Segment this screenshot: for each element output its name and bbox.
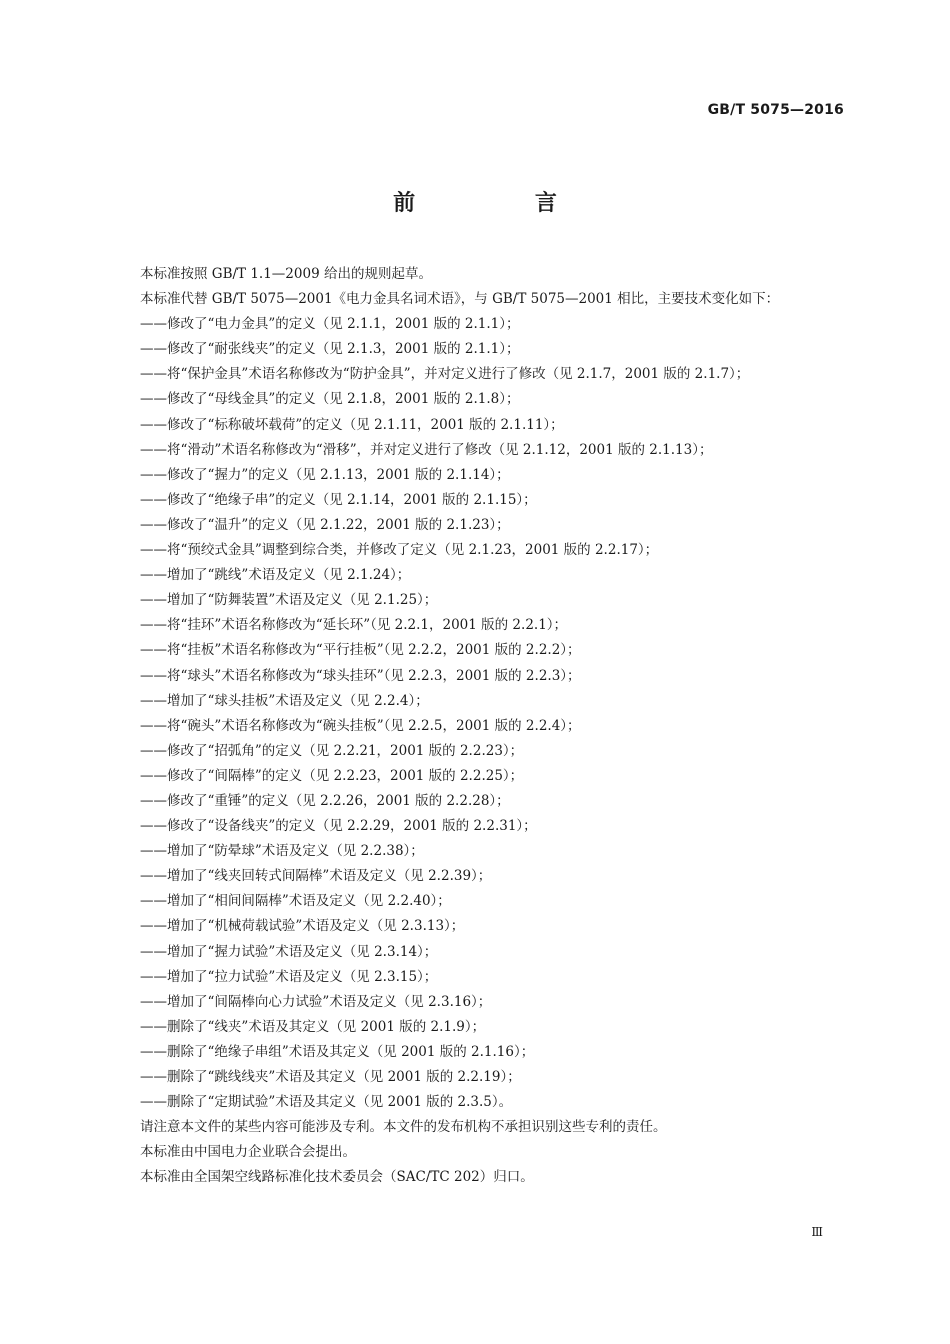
list-item: ——增加了“相间间隔棒”术语及定义（见 2.2.40）；	[140, 893, 451, 910]
list-item: ——将“碗头”术语名称修改为“碗头挂板”（见 2.2.5，2001 版的 2.2.4）；	[140, 717, 581, 734]
list-item: ——删除了“定期试验”术语及其定义（见 2001 版的 2.3.5）。	[140, 1094, 513, 1111]
list-item: ——修改了“耐张线夹”的定义（见 2.1.3，2001 版的 2.1.1）；	[140, 341, 520, 358]
list-item: ——修改了“电力金具”的定义（见 2.1.1，2001 版的 2.1.1）；	[140, 316, 520, 333]
list-item: ——增加了“拉力试验”术语及定义（见 2.3.15）；	[140, 968, 438, 985]
list-item: ——修改了“绝缘子串”的定义（见 2.1.14，2001 版的 2.1.15）；	[140, 491, 537, 508]
list-item: ——修改了“母线金具”的定义（见 2.1.8，2001 版的 2.1.8）；	[140, 391, 520, 408]
page-number: Ⅲ	[811, 1225, 823, 1239]
list-item: ——删除了“绝缘子串组”术语及其定义（见 2001 版的 2.1.16）；	[140, 1043, 535, 1060]
list-item: ——增加了“线夹回转式间隔棒”术语及定义（见 2.2.39）；	[140, 868, 492, 885]
closing-paragraph: 本标准由全国架空线路标准化技术委员会（SAC/TC 202）归口。	[140, 1169, 534, 1186]
list-item: ——将“预绞式金具”调整到综合类，并修改了定义（见 2.1.23，2001 版的 2.2.17）；	[140, 542, 659, 559]
list-item: ——增加了“防晕球”术语及定义（见 2.2.38）；	[140, 843, 424, 860]
list-item: ——修改了“温升”的定义（见 2.1.22，2001 版的 2.1.23）；	[140, 516, 510, 533]
list-item: ——修改了“标称破坏载荷”的定义（见 2.1.11，2001 版的 2.1.11）；	[140, 416, 564, 433]
list-item: ——修改了“间隔棒”的定义（见 2.2.23，2001 版的 2.2.25）；	[140, 767, 524, 784]
list-item: ——将“滑动”术语名称修改为“滑移”，并对定义进行了修改（见 2.1.12，2001 版的 2.1.13）；	[140, 441, 713, 458]
standard-code: GB/T 5075—2016	[707, 102, 844, 118]
list-item: ——删除了“跳线线夹”术语及其定义（见 2001 版的 2.2.19）；	[140, 1069, 521, 1085]
list-item: ——增加了“防舞装置”术语及定义（见 2.1.25）；	[140, 592, 438, 609]
list-item: ——修改了“重锤”的定义（见 2.2.26，2001 版的 2.2.28）；	[140, 792, 510, 809]
list-item: ——增加了“握力试验”术语及定义（见 2.3.14）；	[140, 943, 438, 960]
preface-body	[112, 262, 847, 1190]
change-list	[112, 312, 847, 1115]
list-item: ——增加了“跳线”术语及定义（见 2.1.24）；	[140, 567, 411, 584]
list-item: ——将“保护金具”术语名称修改为“防护金具”，并对定义进行了修改（见 2.1.7，2001 版的 2.1.7）；	[140, 366, 750, 383]
intro-paragraph: 本标准代替 GB/T 5075—2001《电力金具名词术语》，与 GB/T 5075—2001 相比，主要技术变化如下：	[140, 291, 780, 308]
closing-paragraph: 本标准由中国电力企业联合会提出。	[140, 1144, 356, 1161]
list-item: ——将“球头”术语名称修改为“球头挂环”（见 2.2.3，2001 版的 2.2.3）；	[140, 667, 581, 684]
list-item: ——增加了“机械荷载试验”术语及定义（见 2.3.13）；	[140, 918, 465, 935]
list-item: ——修改了“握力”的定义（见 2.1.13，2001 版的 2.1.14）；	[140, 466, 510, 483]
list-item: ——将“挂板”术语名称修改为“平行挂板”（见 2.2.2，2001 版的 2.2.2）；	[140, 642, 581, 659]
page-title: 前 言	[393, 191, 613, 216]
list-item: ——增加了“间隔棒向心力试验”术语及定义（见 2.3.16）；	[140, 993, 492, 1010]
list-item: ——增加了“球头挂板”术语及定义（见 2.2.4）；	[140, 692, 429, 709]
list-item: ——修改了“设备线夹”的定义（见 2.2.29，2001 版的 2.2.31）；	[140, 818, 537, 835]
list-item: ——将“挂环”术语名称修改为“延长环”（见 2.2.1，2001 版的 2.2.1）；	[140, 617, 568, 634]
closing-paragraph: 请注意本文件的某些内容可能涉及专利。本文件的发布机构不承担识别这些专利的责任。	[140, 1119, 667, 1136]
list-item: ——修改了“招弧角”的定义（见 2.2.21，2001 版的 2.2.23）；	[140, 742, 524, 759]
list-item: ——删除了“线夹”术语及其定义（见 2001 版的 2.1.9）；	[140, 1018, 486, 1035]
intro-paragraph: 本标准按照 GB/T 1.1—2009 给出的规则起草。	[140, 266, 432, 282]
